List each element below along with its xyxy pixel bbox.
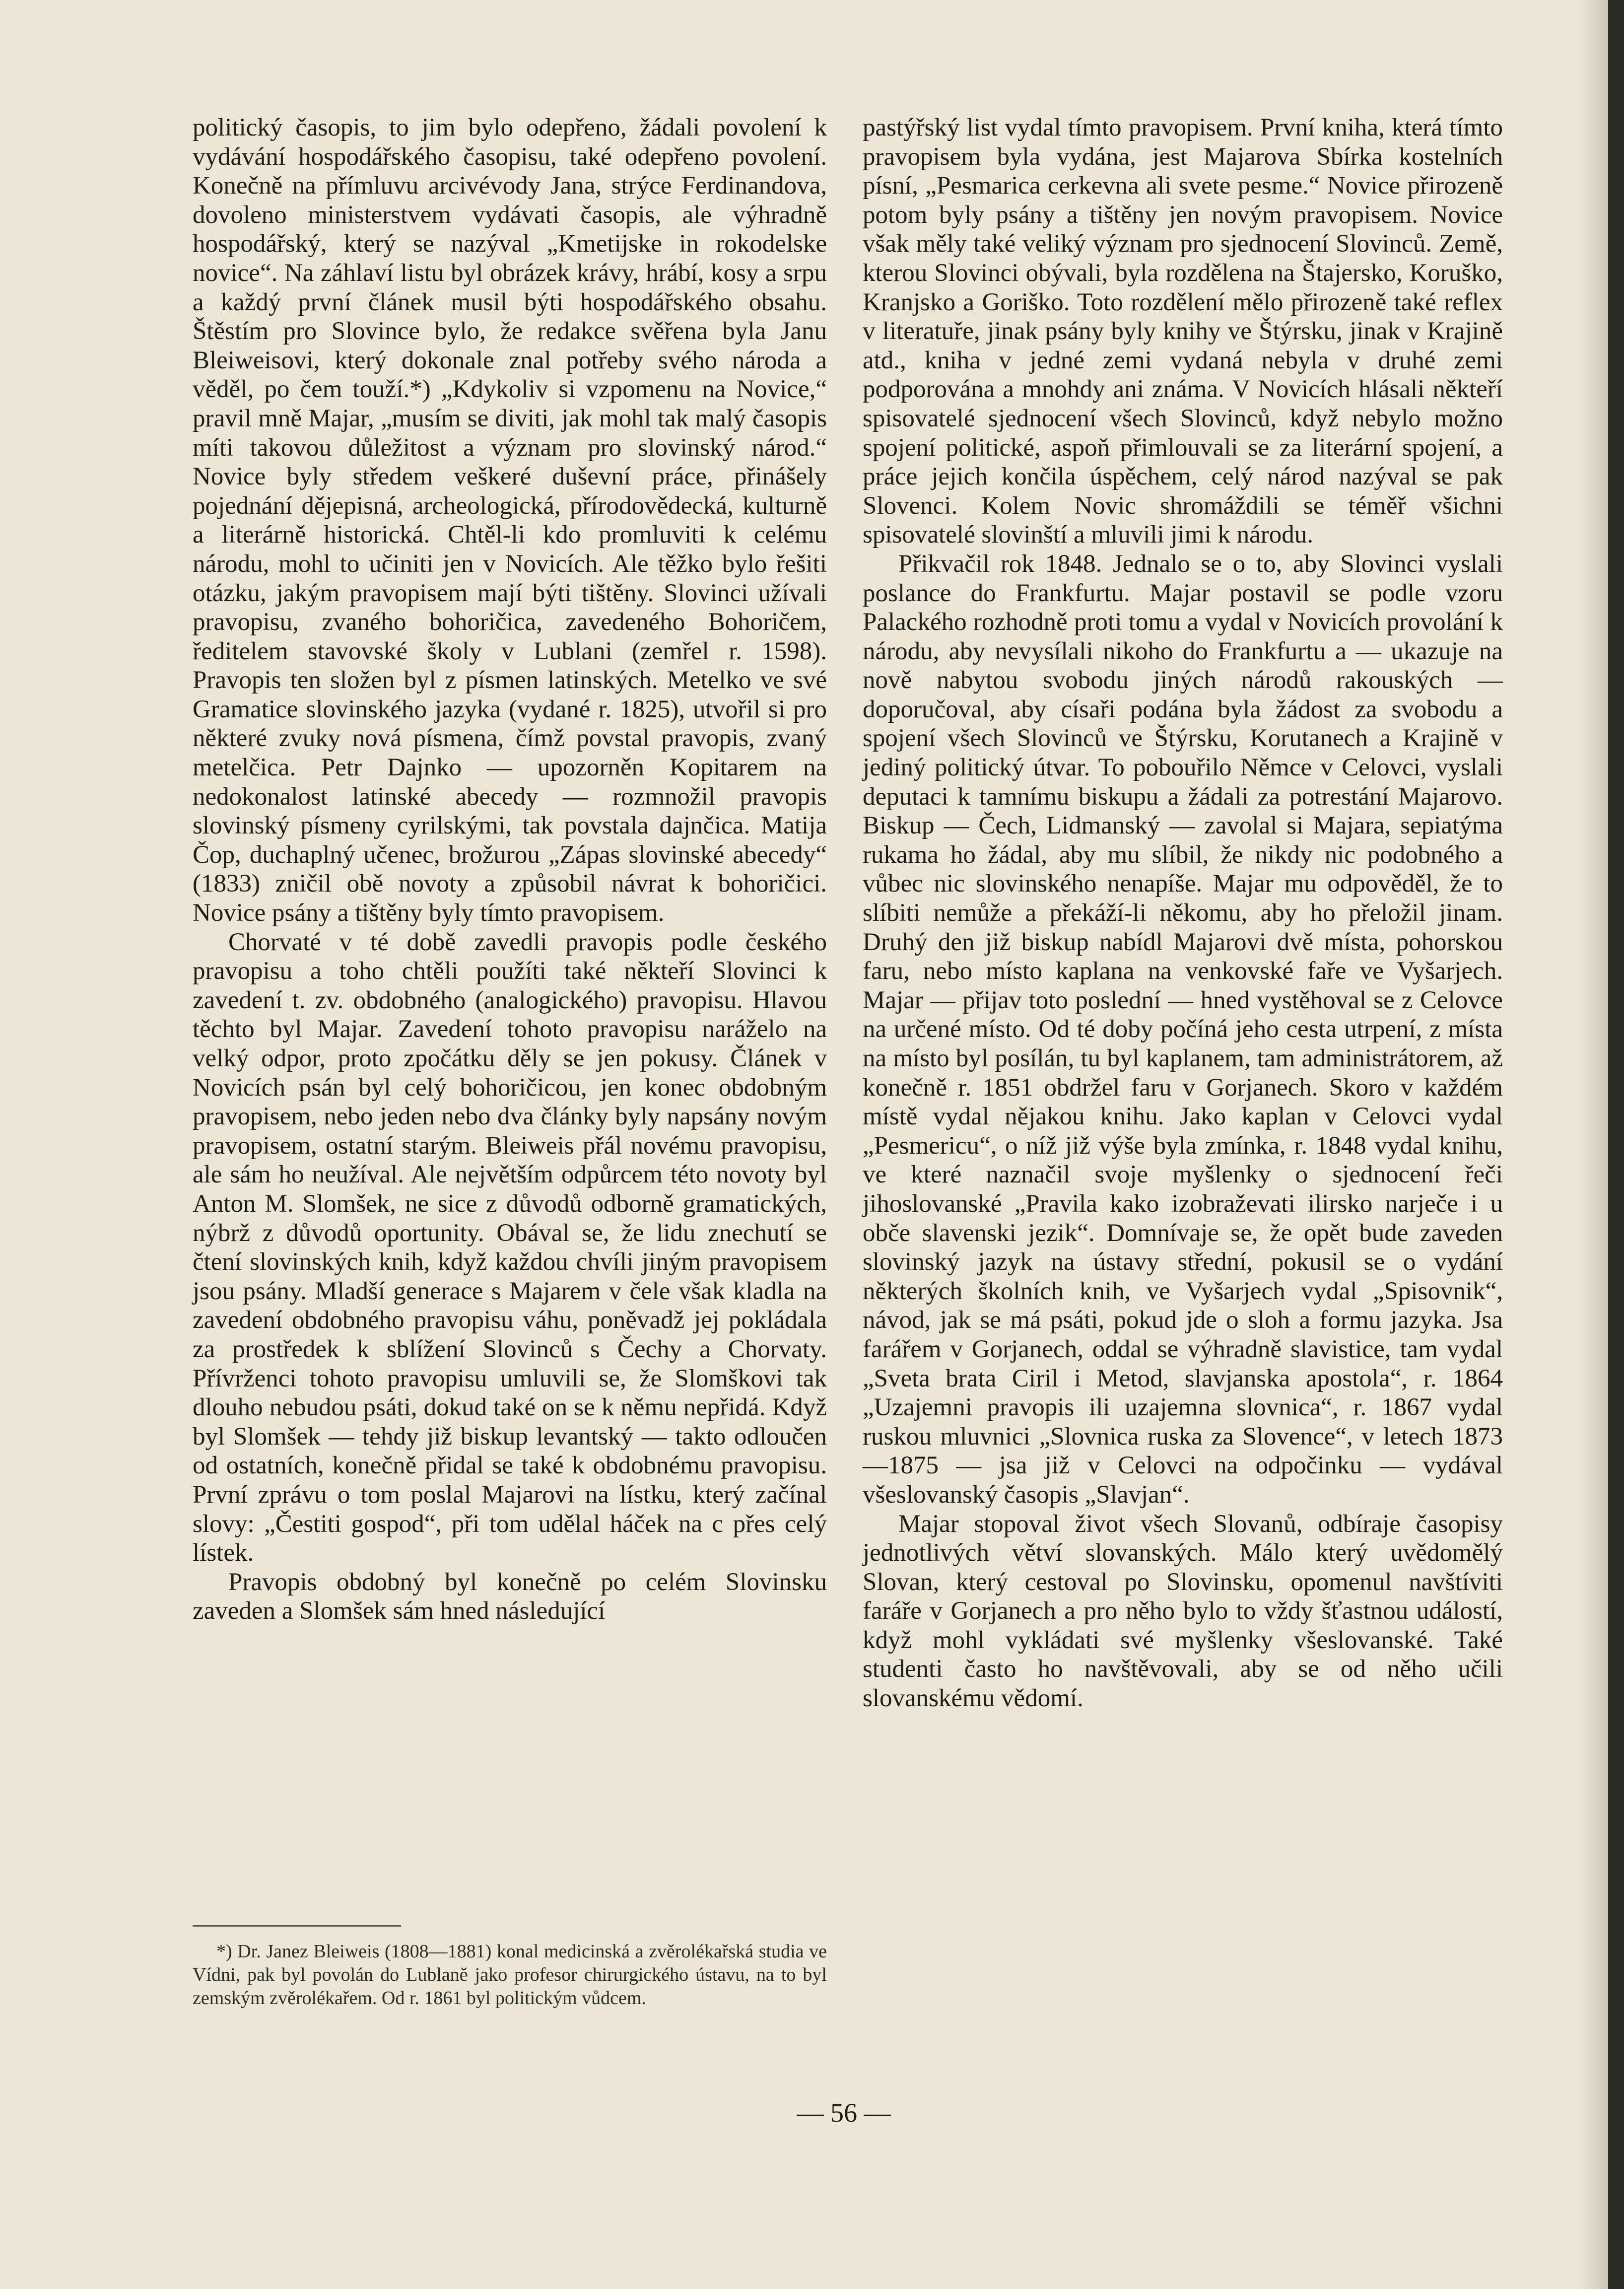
left-paragraph-2: Chorvaté v té době zavedli pravopis podle českého pravopisu a toho chtěli použíti také někteří Slovinci k zavedení t. zv. obdobného (analogického) pravopisu. Hlavou těchto byl Majar. Zavedení tohoto pravopisu naráželo na velký odpor, proto zpočátku děly se jen pokusy. Článek v Novicích psán byl celý bohoričicou, jen konec obdobným pravopisem, nebo jeden nebo dva články byly napsány novým pravopisem, ostatní starým. Bleiweis přál novému pravopisu, ale sám ho neužíval. Ale největším odpůrcem této novoty byl Anton M. Slomšek, ne sice z důvodů odborně gramatických, nýbrž z důvodů oportunity. Obával se, že lidu znechutí se čtení slovinských knih, když každou chvíli jiným pravopisem jsou psány. Mladší generace s Majarem v čele však kladla na zavedení obdobného pravopisu váhu, poněvadž jej pokládala za prostředek k sblížení Slovinců s Čechy a Chorvaty. Přívrženci tohoto pravopisu umluvili se, že Slomškovi tak dlouho nebudou psáti, dokud také on se k němu nepřidá. Když byl Slomšek — tehdy již biskup levantský — takto odloučen od ostatních, konečně přidal se také k obdobnému pravopisu. První zprávu o tom poslal Majarovi na lístku, který začínal slovy: „Čestiti gospod“, při tom udělal háček na c přes celý lístek. <box>193 928 827 1567</box>
footnote <box>193 1940 827 2010</box>
left-paragraph-1: politický časopis, to jim bylo odepřeno, žádali povolení k vydávání hospodářského časopisu, také odepřeno povolení. Konečně na přímluvu arcivévody Jana, strýce Ferdinandova, dovoleno ministerstvem vydávati časopis, ale výhradně hospodářský, který se nazýval „Kmetijske in rokodelske novice“. Na záhlaví listu byl obrázek krávy, hrábí, kosy a srpu a každý první článek musil býti hospodářského obsahu. Štěstím pro Slovince bylo, že redakce svěřena byla Janu Bleiweisovi, který dokonale znal potřeby svého národa a věděl, po čem touží.*) „Kdykoliv si vzpomenu na Novice,“ pravil mně Majar, „musím se diviti, jak mohl tak malý časopis míti takovou důležitost a význam pro slovinský národ.“ Novice byly středem veškeré duševní práce, přinášely pojednání dějepisná, archeologická, přírodovědecká, kulturně a literárně historická. Chtěl-li kdo promluviti k celému národu, mohl to učiniti jen v Novicích. Ale těžko bylo řešiti otázku, jakým pravopisem mají býti tištěny. Slovinci užívali pravopisu, zvaného bohoričica, zavedeného Bohoričem, ředitelem stavovské školy v Lublani (zemřel r. 1598). Pravopis ten složen byl z písmen latinských. Metelko ve své Gramatice slovinského jazyka (vydané r. 1825), utvořil si pro některé zvuky nová písmena, čímž povstal pravopis, zvaný metelčica. Petr Dajnko — upozorněn Kopitarem na nedokonalost latinské abecedy — rozmnožil pravopis slovinský písmeny cyrilskými, tak povstala dajnčica. Matija Čop, duchaplný učenec, brožurou „Zápas slovinské abecedy“ (1833) zničil obě novoty a způsobil návrat k bohoričici. Novice psány a tištěny byly tímto pravopisem. <box>193 114 827 927</box>
right-column <box>863 113 1503 1713</box>
page-number: — 56 — <box>797 2098 891 2128</box>
right-paragraph-2: Přikvačil rok 1848. Jednalo se o to, aby Slovinci vyslali poslance do Frankfurtu. Majar postavil se podle vzoru Palackého rozhodně proti tomu a vydal v Novicích provolání k národu, aby nevysílali nikoho do Frankfurtu a — ukazuje na nově nabytou svobodu jiných národů rakouských — doporučoval, aby císaři podána byla žádost za svobodu a spojení všech Slovinců ve Štýrsku, Korutanech a Krajině v jediný politický útvar. To pobouřilo Němce v Celovci, vyslali deputaci k tamnímu biskupu a žádali za potrestání Majarovo. Biskup — Čech, Lidmanský — zavolal si Majara, sepiatýma rukama ho žádal, aby mu slíbil, že nikdy nic podobného a vůbec nic slovinského nenapíše. Majar mu odpověděl, že to slíbiti nemůže a překáží-li někomu, aby ho přeložil jinam. Druhý den již biskup nabídl Majarovi dvě místa, pohorskou faru, nebo místo kaplana na venkovské faře ve Vyšarjech. Majar — přijav toto poslední — hned vystěhoval se z Celovce na určené místo. Od té doby počíná jeho cesta utrpení, z místa na místo byl posílán, tu byl kaplanem, tam administrátorem, až konečně r. 1851 obdržel faru v Gorjanech. Skoro v každém místě vydal nějakou knihu. Jako kaplan v Celovci vydal „Pesmericu“, o níž již výše byla zmínka, r. 1848 vydal knihu, ve které naznačil svoje myšlenky o sjednocení řeči jihoslovanské „Pravila kako izobraževati ilirsko narječe i u obče slavenski jezik“. Domnívaje se, že opět bude zaveden slovinský jazyk na ústavy střední, pokusil se o vydání některých školních knih, ve Vyšarjech vydal „Spisovnik“, návod, jak se má psáti, pokud jde o sloh a formu jazyka. Jsa farářem v Gorjanech, oddal se výhradně slavistice, tam vydal „Sveta brata Ciril i Metod, slavjanska apostola“, r. 1864 „Uzajemni pravopis ili uzajemna slovnica“, r. 1867 vydal ruskou mluvnici „Slovnica ruska za Slovence“, v letech 1873—1875 — jsa již v Celovci na odpočinku — vydával všeslovanský časopis „Slavjan“. <box>863 550 1503 1509</box>
left-column <box>193 113 827 1626</box>
footnote-text: *) Dr. Janez Bleiweis (1808—1881) konal medicinská a zvěrolékařská studia ve Vídni, pak byl povolán do Lublaně jako profesor chirurgického ústavu, na to byl zemským zvěrolékařem. Od r. 1861 byl politickým vůdcem. <box>193 1941 827 2009</box>
right-paragraph-3: Majar stopoval život všech Slovanů, odbíraje časopisy jednotlivých větví slovanských. Málo který uvědomělý Slovan, který cestoval po Slovinsku, opomenul navštíviti faráře v Gorjanech a pro něho bylo to vždy šťastnou událostí, když mohl vykládati své myšlenky všeslovanské. Také studenti často ho navštěvovali, aby se od něho učili slovanskému vědomí. <box>863 1510 1503 1713</box>
right-paragraph-1: pastýřský list vydal tímto pravopisem. První kniha, která tímto pravopisem byla vydána, jest Majarova Sbírka kostelních písní, „Pesmarica cerkevna ali svete pesme.“ Novice přirozeně potom byly psány a tištěny jen novým pravopisem. Novice však měly také veliký význam pro sjednocení Slovinců. Země, kterou Slovinci obývali, byla rozdělena na Štajersko, Koruško, Kranjsko a Goriško. Toto rozdělení mělo přirozeně také reflex v literatuře, jinak psány byly knihy ve Štýrsku, jinak v Krajině atd., kniha v jedné zemi vydaná nebyla v druhé zemi podporována a mnohdy ani známa. V Novicích hlásali někteří spisovatelé sjednocení všech Slovinců, když nebylo možno spojení politické, aspoň přimlouvali se za literární spojení, a práce jejich končila úspěchem, celý národ nazýval se pak Slovenci. Kolem Novic shromáždili se téměř všichni spisovatelé slovinští a mluvili jimi k národu. <box>863 114 1503 549</box>
left-paragraph-3: Pravopis obdobný byl konečně po celém Slovinsku zaveden a Slomšek sám hned následující <box>193 1568 827 1625</box>
footnote-divider <box>193 1925 401 1927</box>
